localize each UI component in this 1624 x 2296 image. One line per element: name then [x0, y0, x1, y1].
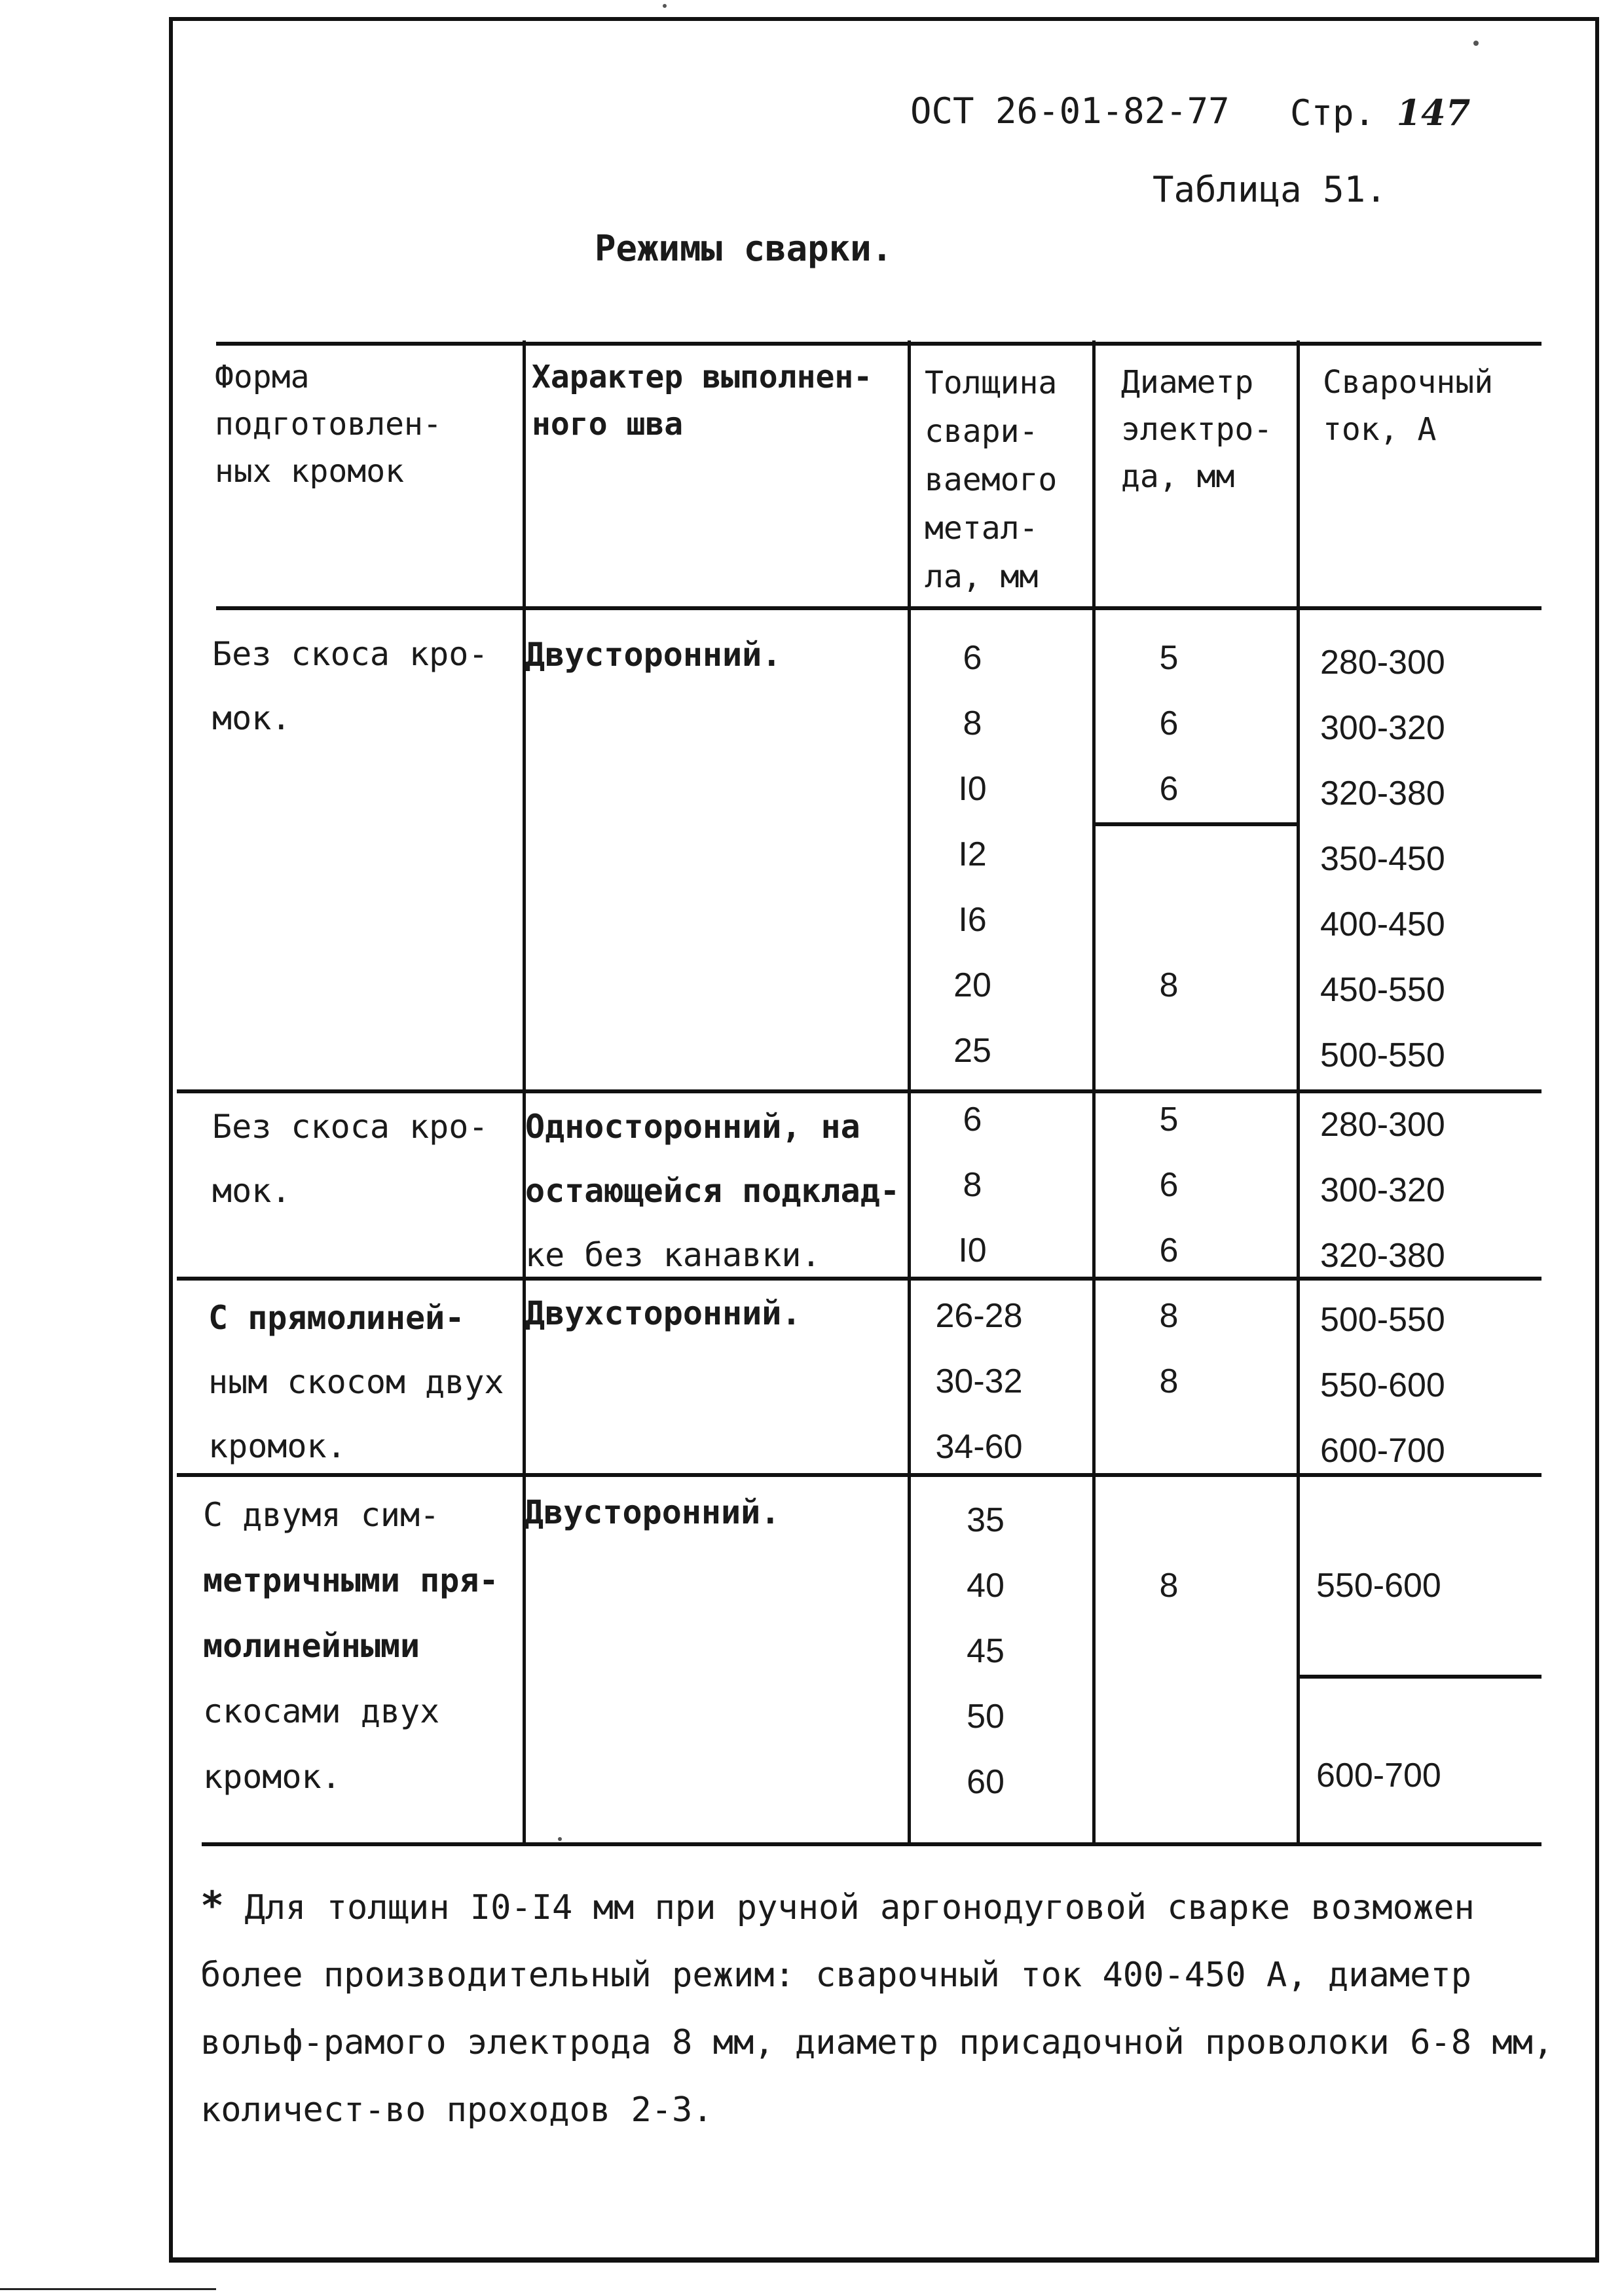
diameter-cell: 5 6 6 8: [1159, 639, 1179, 1004]
bottom-rule: [0, 2288, 216, 2290]
column-divider: [1092, 340, 1096, 1844]
current-cell: 280-300 300-320 320-380 350-450 400-450 450-550 500-550: [1320, 644, 1445, 1074]
col-header-diameter: Диаметр электро- да, мм: [1121, 364, 1273, 495]
col-header-current: Сварочный ток, А: [1323, 364, 1494, 448]
column-divider: [1297, 340, 1300, 1844]
col-header-thickness: Толщина свари- ваемого метал- ла, мм: [925, 365, 1058, 595]
current-cell: 500-550 550-600 600-700: [1320, 1301, 1445, 1470]
seam-cell: Двусторонний.: [525, 636, 782, 674]
footnote-text: Для толщин I0-I4 мм при ручной аргонодуговой сварке возможен более производительный режим: сварочный ток 400-450 А, диаметр вольф-рамого электрода 8 мм, диаметр присадочной проволоки 6-8 мм, количест-во проходов 2-3.: [200, 1888, 1554, 2130]
table-number: Таблица 51.: [1153, 169, 1387, 210]
col-header-form: Форма подготовлен- ных кромок: [215, 359, 442, 490]
diameter-cell: 5 6 6: [1159, 1101, 1179, 1269]
scan-speck: [558, 1837, 562, 1841]
form-cell: Без скоса кро- мок.: [212, 635, 489, 737]
footnote-marker: *: [200, 1883, 225, 1929]
document-code: ОСТ 26-01-82-77: [910, 90, 1230, 132]
thickness-cell: 6 8 I0: [958, 1101, 987, 1269]
table-bottom-rule: [202, 1842, 1541, 1846]
table-top-rule: [216, 342, 1541, 346]
column-divider: [908, 340, 911, 1844]
diameter-cell: 8: [1159, 1567, 1179, 1605]
page-label: Стр.: [1290, 92, 1376, 134]
footnote: [200, 1872, 1576, 2144]
seam-cell: Односторонний, на остающейся подклад- ке без канавки.: [525, 1108, 900, 1274]
scan-speck: [663, 4, 667, 8]
header-bottom-rule: [216, 606, 1541, 610]
thickness-cell: 35 40 45 50 60: [967, 1501, 1005, 1801]
current-cell: 550-600 600-700: [1316, 1567, 1441, 1795]
scan-speck: [1473, 41, 1479, 46]
seam-cell: Двусторонний.: [524, 1493, 781, 1531]
form-cell: Без скоса кро- мок.: [212, 1108, 489, 1210]
page-number-value: 147: [1396, 92, 1471, 134]
page-number: [1290, 92, 1470, 134]
seam-cell: Двухсторонний.: [525, 1294, 802, 1332]
form-cell: С прямолиней- ным скосом двух кромок.: [208, 1299, 504, 1465]
form-cell: С двумя сим- метричными пря- молинейными скосами двух кромок.: [203, 1496, 499, 1796]
page-title: Режимы сварки.: [595, 228, 893, 269]
thickness-cell: 26-28 30-32 34-60: [935, 1297, 1023, 1466]
diameter-cell: 8 8: [1159, 1297, 1179, 1400]
thickness-cell: 6 8 I0 I2 I6 20 25: [953, 639, 991, 1070]
current-cell: 280-300 300-320 320-380: [1320, 1106, 1445, 1275]
col-header-seam: Характер выполнен- ного шва: [532, 359, 873, 443]
column-divider: [523, 340, 526, 1844]
